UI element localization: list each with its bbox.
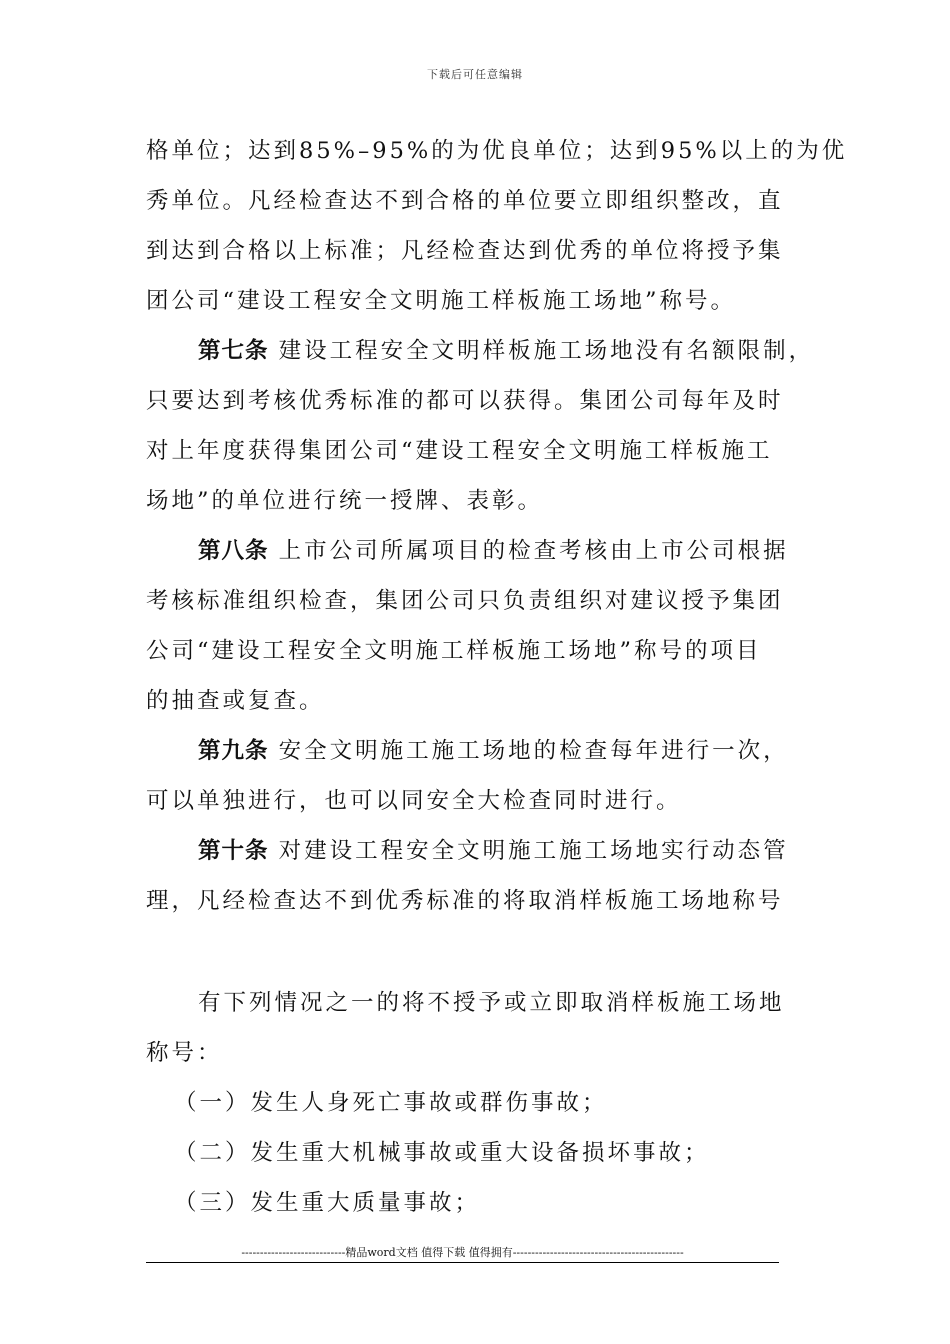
body-line-16 xyxy=(146,886,784,916)
article-10-line xyxy=(198,836,789,866)
line-text: 场地”的单位进行统一授牌、表彰。 xyxy=(146,488,544,514)
list-item-2 xyxy=(174,1138,710,1168)
line-text: （二）发生重大机械事故或重大设备损坏事故； xyxy=(174,1140,710,1166)
body-line-10 xyxy=(146,586,784,616)
article-7-line xyxy=(198,336,814,366)
body-line-2 xyxy=(146,186,784,216)
article-number: 第七条 xyxy=(198,338,269,364)
body-line-1 xyxy=(146,136,847,166)
line-text: 建设工程安全文明样板施工场地没有名额限制， xyxy=(278,338,815,364)
body-line-3 xyxy=(146,236,784,266)
line-text: （三）发生重大质量事故； xyxy=(174,1190,481,1216)
line-text: 对建设工程安全文明施工施工场地实行动态管 xyxy=(278,838,789,864)
body-line-4 xyxy=(146,286,736,316)
footer-divider xyxy=(146,1262,779,1263)
line-text: 上市公司所属项目的检查考核由上市公司根据 xyxy=(278,538,789,564)
line-text: 安全文明施工施工场地的检查每年进行一次， xyxy=(278,738,789,764)
body-line-12 xyxy=(146,686,325,716)
body-line-11 xyxy=(146,636,762,666)
body-line-7 xyxy=(146,436,773,466)
article-number: 第十条 xyxy=(198,838,269,864)
line-text: 称号： xyxy=(146,1040,223,1066)
line-text: 只要达到考核优秀标准的都可以获得。集团公司每年及时 xyxy=(146,388,784,414)
line-text: 对上年度获得集团公司“建设工程安全文明施工样板施工 xyxy=(146,438,773,464)
line-text: 考核标准组织检查，集团公司只负责组织对建议授予集团 xyxy=(146,588,784,614)
line-text: 理，凡经检查达不到优秀标准的将取消样板施工场地称号 xyxy=(146,888,784,914)
line-text: 有下列情况之一的将不授予或立即取消样板施工场地 xyxy=(198,990,785,1016)
article-number: 第八条 xyxy=(198,538,269,564)
line-text: 的抽查或复查。 xyxy=(146,688,325,714)
article-9-line xyxy=(198,736,789,766)
body-line-8 xyxy=(146,486,543,516)
line-text: 到达到合格以上标准；凡经检查达到优秀的单位将授予集 xyxy=(146,238,784,264)
line-text: （一）发生人身死亡事故或群伤事故； xyxy=(174,1090,608,1116)
list-item-3 xyxy=(174,1188,480,1218)
line-text: 团公司“建设工程安全文明施工样板施工场地”称号。 xyxy=(146,288,737,314)
line-text: 可以单独进行，也可以同安全大检查同时进行。 xyxy=(146,788,682,814)
page-header: 下载后可任意编辑 xyxy=(427,68,523,81)
page-footer: ----------------------------精品word文档 值得下载 值得拥有---------------------------------------------- xyxy=(241,1246,684,1259)
body-line-14 xyxy=(146,786,682,816)
list-item-1 xyxy=(174,1088,608,1118)
article-number: 第九条 xyxy=(198,738,269,764)
line-text: 格单位；达到85%–95%的为优良单位；达到95%以上的为优 xyxy=(146,138,848,164)
body-line-6 xyxy=(146,386,784,416)
line-text: 秀单位。凡经检查达不到合格的单位要立即组织整改，直 xyxy=(146,188,784,214)
body-line-18 xyxy=(146,1038,223,1068)
article-8-line xyxy=(198,536,789,566)
line-text: 公司“建设工程安全文明施工样板施工场地”称号的项目 xyxy=(146,638,762,664)
paragraph-line-17 xyxy=(198,988,785,1018)
